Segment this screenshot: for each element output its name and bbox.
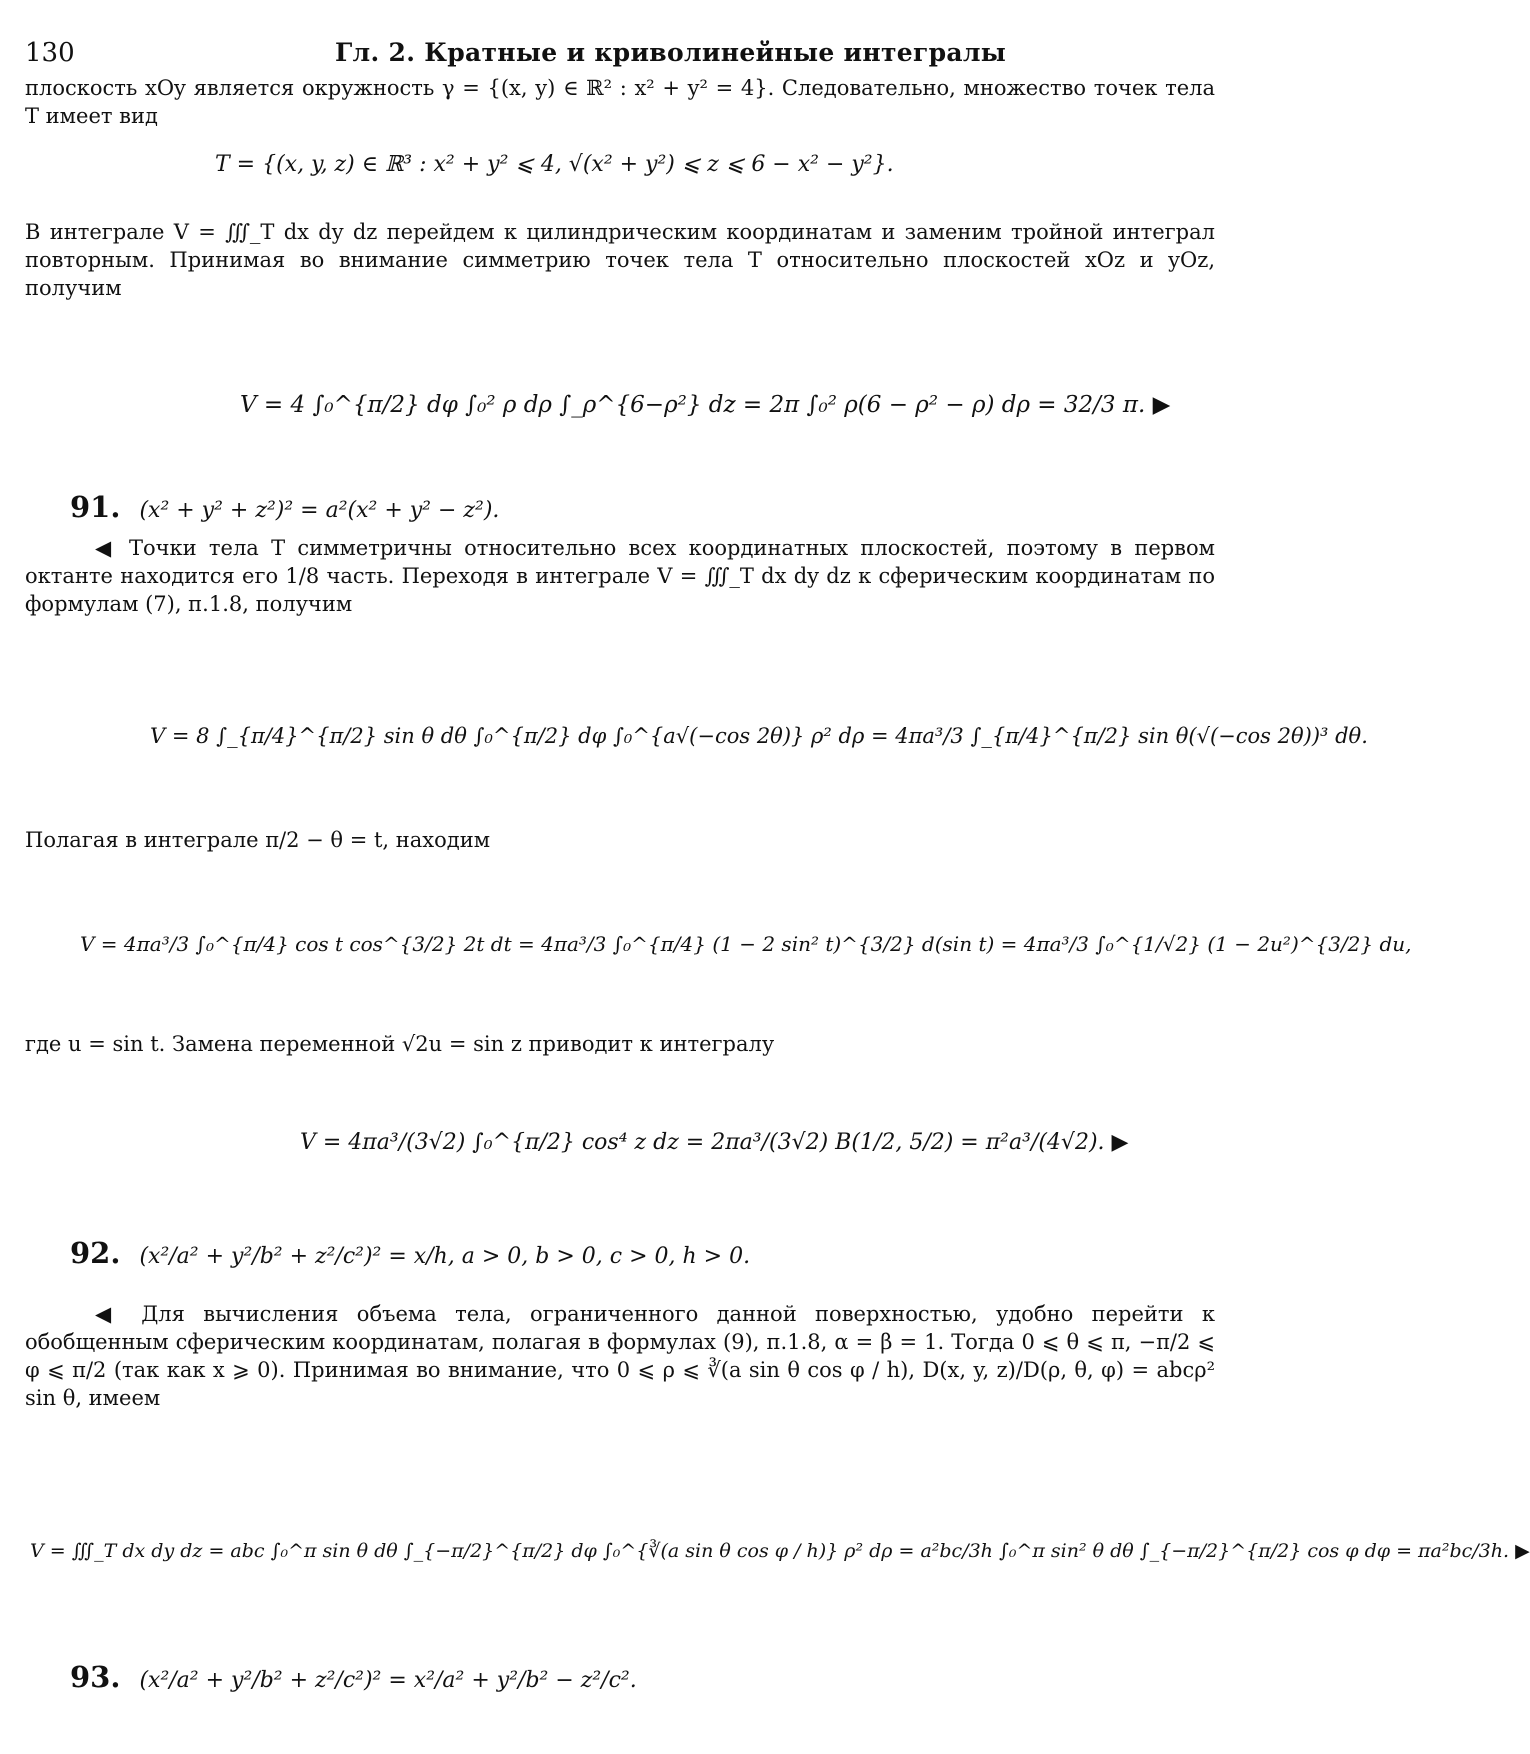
equation-volume-cylindrical: V = 4 ∫₀^{π/2} dφ ∫₀² ρ dρ ∫_ρ^{6−ρ²} dz = 2π ∫₀² ρ(6 − ρ² − ρ) dρ = 32/3 π. ▶ — [240, 392, 1171, 418]
problem-91 — [70, 490, 499, 524]
equation-body-T: T = {(x, y, z) ∈ ℝ³ : x² + y² ⩽ 4, √(x² + y²) ⩽ z ⩽ 6 − x² − y²}. — [215, 152, 894, 177]
problem-statement: (x² + y² + z²)² = a²(x² + y² − z²). — [139, 498, 500, 523]
paragraph-1: плоскость xOy является окружность γ = {(x, y) ∈ ℝ² : x² + y² = 4}. Следовательно, множество точек тела T имеет вид — [25, 76, 1215, 128]
paragraph-3: ◀ Точки тела T симметричны относительно всех координатных плоскостей, поэтому в первом октанте находится его 1/8 часть. Переходя в интеграле V = ∭_T dx dy dz к сферическим координатам по формулам (7), п.1.8, получим — [25, 536, 1215, 616]
paragraph-4: Полагая в интеграле π/2 − θ = t, находим — [25, 828, 491, 852]
equation-volume-spherical: V = 8 ∫_{π/4}^{π/2} sin θ dθ ∫₀^{π/2} dφ ∫₀^{a√(−cos 2θ)} ρ² dρ = 4πa³/3 ∫_{π/4}^{π/2} sin θ(√(−cos 2θ))³ dθ. — [150, 724, 1368, 748]
problem-number: 93. — [70, 1660, 121, 1694]
problem-number: 92. — [70, 1236, 121, 1270]
problem-statement: (x²/a² + y²/b² + z²/c²)² = x/h, a > 0, b > 0, c > 0, h > 0. — [139, 1244, 751, 1269]
paragraph-6: ◀ Для вычисления объема тела, ограниченного данной поверхностью, удобно перейти к обобщенным сферическим координатам, полагая в формулах (9), п.1.8, α = β = 1. Тогда 0 ⩽ θ ⩽ π, −π/2 ⩽ φ ⩽ π/2 (так как x ⩾ 0). Принимая во внимание, что 0 ⩽ ρ ⩽ ∛(a sin θ cos φ / h), D(x, y, z)/D(ρ, θ, φ) = abcρ² sin θ, имеем — [25, 1302, 1215, 1410]
paragraph-5: где u = sin t. Замена переменной √2u = sin z приводит к интегралу — [25, 1032, 775, 1056]
page-number: 130 — [25, 38, 75, 68]
chapter-title: Гл. 2. Кратные и криволинейные интегралы — [335, 38, 1007, 67]
problem-statement: (x²/a² + y²/b² + z²/c²)² = x²/a² + y²/b² − z²/c². — [139, 1668, 637, 1693]
paragraph-2: В интеграле V = ∭_T dx dy dz перейдем к цилиндрическим координатам и заменим тройной интеграл повторным. Принимая во внимание симметрию точек тела T относительно плоскостей xOz и yOz, получим — [25, 220, 1215, 300]
problem-number: 91. — [70, 490, 121, 524]
problem-92 — [70, 1236, 750, 1270]
problem-93 — [70, 1660, 637, 1694]
equation-beta-function: V = 4πa³/(3√2) ∫₀^{π/2} cos⁴ z dz = 2πa³/(3√2) B(1/2, 5/2) = π²a³/(4√2). ▶ — [300, 1130, 1129, 1155]
equation-generalized-spherical: V = ∭_T dx dy dz = abc ∫₀^π sin θ dθ ∫_{−π/2}^{π/2} dφ ∫₀^{∛(a sin θ cos φ / h)} ρ² dρ = a²bc/3h ∫₀^π sin² θ dθ ∫_{−π/2}^{π/2} cos φ dφ = πa²bc/3h. ▶ — [30, 1540, 1530, 1562]
equation-substitution-t: V = 4πa³/3 ∫₀^{π/4} cos t cos^{3/2} 2t dt = 4πa³/3 ∫₀^{π/4} (1 − 2 sin² t)^{3/2} d(sin t) = 4πa³/3 ∫₀^{1/√2} (1 − 2u²)^{3/2} du, — [80, 932, 1412, 956]
page-header — [25, 38, 1215, 72]
